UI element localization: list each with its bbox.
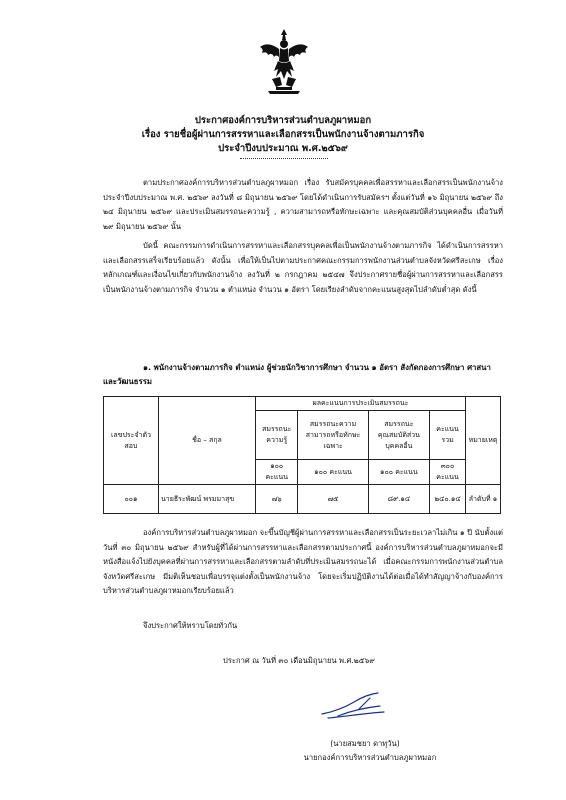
cell-note: ลำดับที่ ๑ (466, 485, 501, 514)
max-skill: ๑๐๐ คะแนน (298, 460, 368, 485)
cell-exam-no: ๐๐๑ (104, 485, 159, 514)
header-skill: สมรรถนะความสามารถหรือทักษะเฉพาะ (298, 411, 368, 460)
signatory-name: (นายสมชยา ดาทุวัน) (330, 739, 400, 748)
max-total: ๓๐๐ คะแนน (430, 460, 466, 485)
announce-line: จึงประกาศให้ทราบโดยทั่วกัน (143, 621, 238, 630)
table-row (104, 485, 501, 514)
cell-personal: ๘๙.๑๔ (368, 485, 429, 514)
header-exam-no: เลขประจำตัวสอบ (104, 397, 159, 485)
header-note: หมายเหตุ (466, 397, 501, 485)
paragraph-announcement: บัดนี้ คณะกรรมการดำเนินการสรรหาและเลือกสรรบุคคลเพื่อเป็นพนักงานจ้างตามภารกิจ ได้ดำเนินการสรรหาและเลือกสรรเสร็จเรียบร้อยแล้ว ดังนั้น เพื่อให้เป็นไปตามประกาศคณะกรรมการพนักงานส่วนตำบลจังหวัดศรีสะเกษ เรื่อง หลักเกณฑ์และเงื่อนไขเกี่ยวกับพนักงานจ้าง ลงวันที่ ๒ กรกฎาคม ๒๕๔๗ จึงประกาศรายชื่อผู้ผ่านการสรรหาและเลือกสรรเป็นพนักงานจ้างตามภารกิจ จำนวน ๑ ตำแหน่ง จำนวน ๑ อัตรา โดยเรียงลำดับจากคะแนนสูงสุดไปลำดับต่ำสุด ดังนี้ (103, 241, 503, 294)
announcement-title: ประกาศองค์การบริหารส่วนตำบลภูผาหมอก (194, 115, 372, 126)
paragraph-intro: ตามประกาศองค์การบริหารส่วนตำบลภูผาหมอก เรื่อง รับสมัครบุคคลเพื่อสรรหาและเลือกสรรเป็นพนักงานจ้าง ประจำปีงบประมาณ พ.ศ. ๒๕๖๙ ลงวันที่ ๘ มิถุนายน ๒๕๖๙ โดยได้ดำเนินการรับสมัครฯ ตั้งแต่วันที่ ๑๖ มิถุนายน ๒๕๖๙ ถึง ๒๔ มิถุนายน ๒๕๖๙ และประเมินสมรรถนะความรู้ , ความสามารถหรือทักษะเฉพาะ และคุณสมบัติส่วนบุคคลอื่น เมื่อวันที่ ๒๙ มิถุนายน ๒๕๖๙ นั้น (103, 178, 503, 231)
signature-icon (318, 690, 388, 722)
announce-date: ประกาศ ณ วันที่ ๓๐ เดือนมิถุนายน พ.ศ.๒๕๖๙ (223, 656, 375, 665)
header-personal: สมรรถนะคุณสมบัติส่วนบุคคลอื่น (368, 411, 429, 460)
header-total: คะแนนรวม (430, 411, 466, 460)
max-personal: ๑๐๐ คะแนน (368, 460, 429, 485)
header-name: ชื่อ – สกุล (159, 397, 256, 485)
header-knowledge: สมรรถนะความรู้ (256, 411, 298, 460)
fiscal-year: ประจำปีงบประมาณ พ.ศ.๒๕๖๙ (218, 143, 348, 154)
results-table (103, 396, 501, 514)
cell-skill: ๗๕ (298, 485, 368, 514)
paragraph-list-validity: องค์การบริหารส่วนตำบลภูผาหมอก จะขึ้นบัญชีผู้ผ่านการสรรหาและเลือกสรรเป็นระยะเวลาไม่เกิน ๑ ปี นับตั้งแต่ วันที่ ๓๐ มิถุนายน ๒๕๖๙ สำหรับผู้ที่ได้ผ่านการสรรหาและเลือกสรรตามประกาศนี้ องค์การบริหารส่วนตำบลภูผาหมอกจะมีหนังสือแจ้งไปยังบุคคลที่ผ่านการสรรหาและเลือกสรรตามลำดับที่ประเมินสมรรถนะได้ เมื่อคณะกรรมการพนักงานส่วนตำบลจังหวัดศรีสะเกษ มีมติเห็นชอบเพื่อบรรจุแต่งตั้งเป็นพนักงานจ้าง โดยจะเริ่มปฏิบัติงานได้ต่อเมื่อได้ทำสัญญาจ้างกับองค์การบริหารส่วนตำบลภูผาหมอกเรียบร้อยแล้ว (103, 528, 503, 596)
garuda-emblem-icon (258, 27, 310, 95)
signatory-position: นายกองค์การบริหารส่วนตำบลภูผาหมอก (303, 753, 437, 762)
max-knowledge: ๑๐๐ คะแนน (256, 460, 298, 485)
announcement-subject: เรื่อง รายชื่อผู้ผ่านการสรรหาและเลือกสรรเป็นพนักงานจ้างตามภารกิจ (141, 129, 425, 140)
cell-total: ๒๔๐.๑๔ (430, 485, 466, 514)
header-score-group: ผลคะแนนการประเมินสมรรถนะ (256, 397, 466, 411)
position-heading: ๑. พนักงานจ้างตามภารกิจ ตำแหน่ง ผู้ช่วยนักวิชาการศึกษา จำนวน ๑ อัตรา สังกัดกองการศึกษา ศาสนาและวัฒนธรรม (103, 363, 491, 386)
title-divider (240, 158, 328, 159)
cell-knowledge: ๗๖ (256, 485, 298, 514)
cell-name: นายธีระพัฒน์ พรมมาสุข (159, 485, 256, 514)
